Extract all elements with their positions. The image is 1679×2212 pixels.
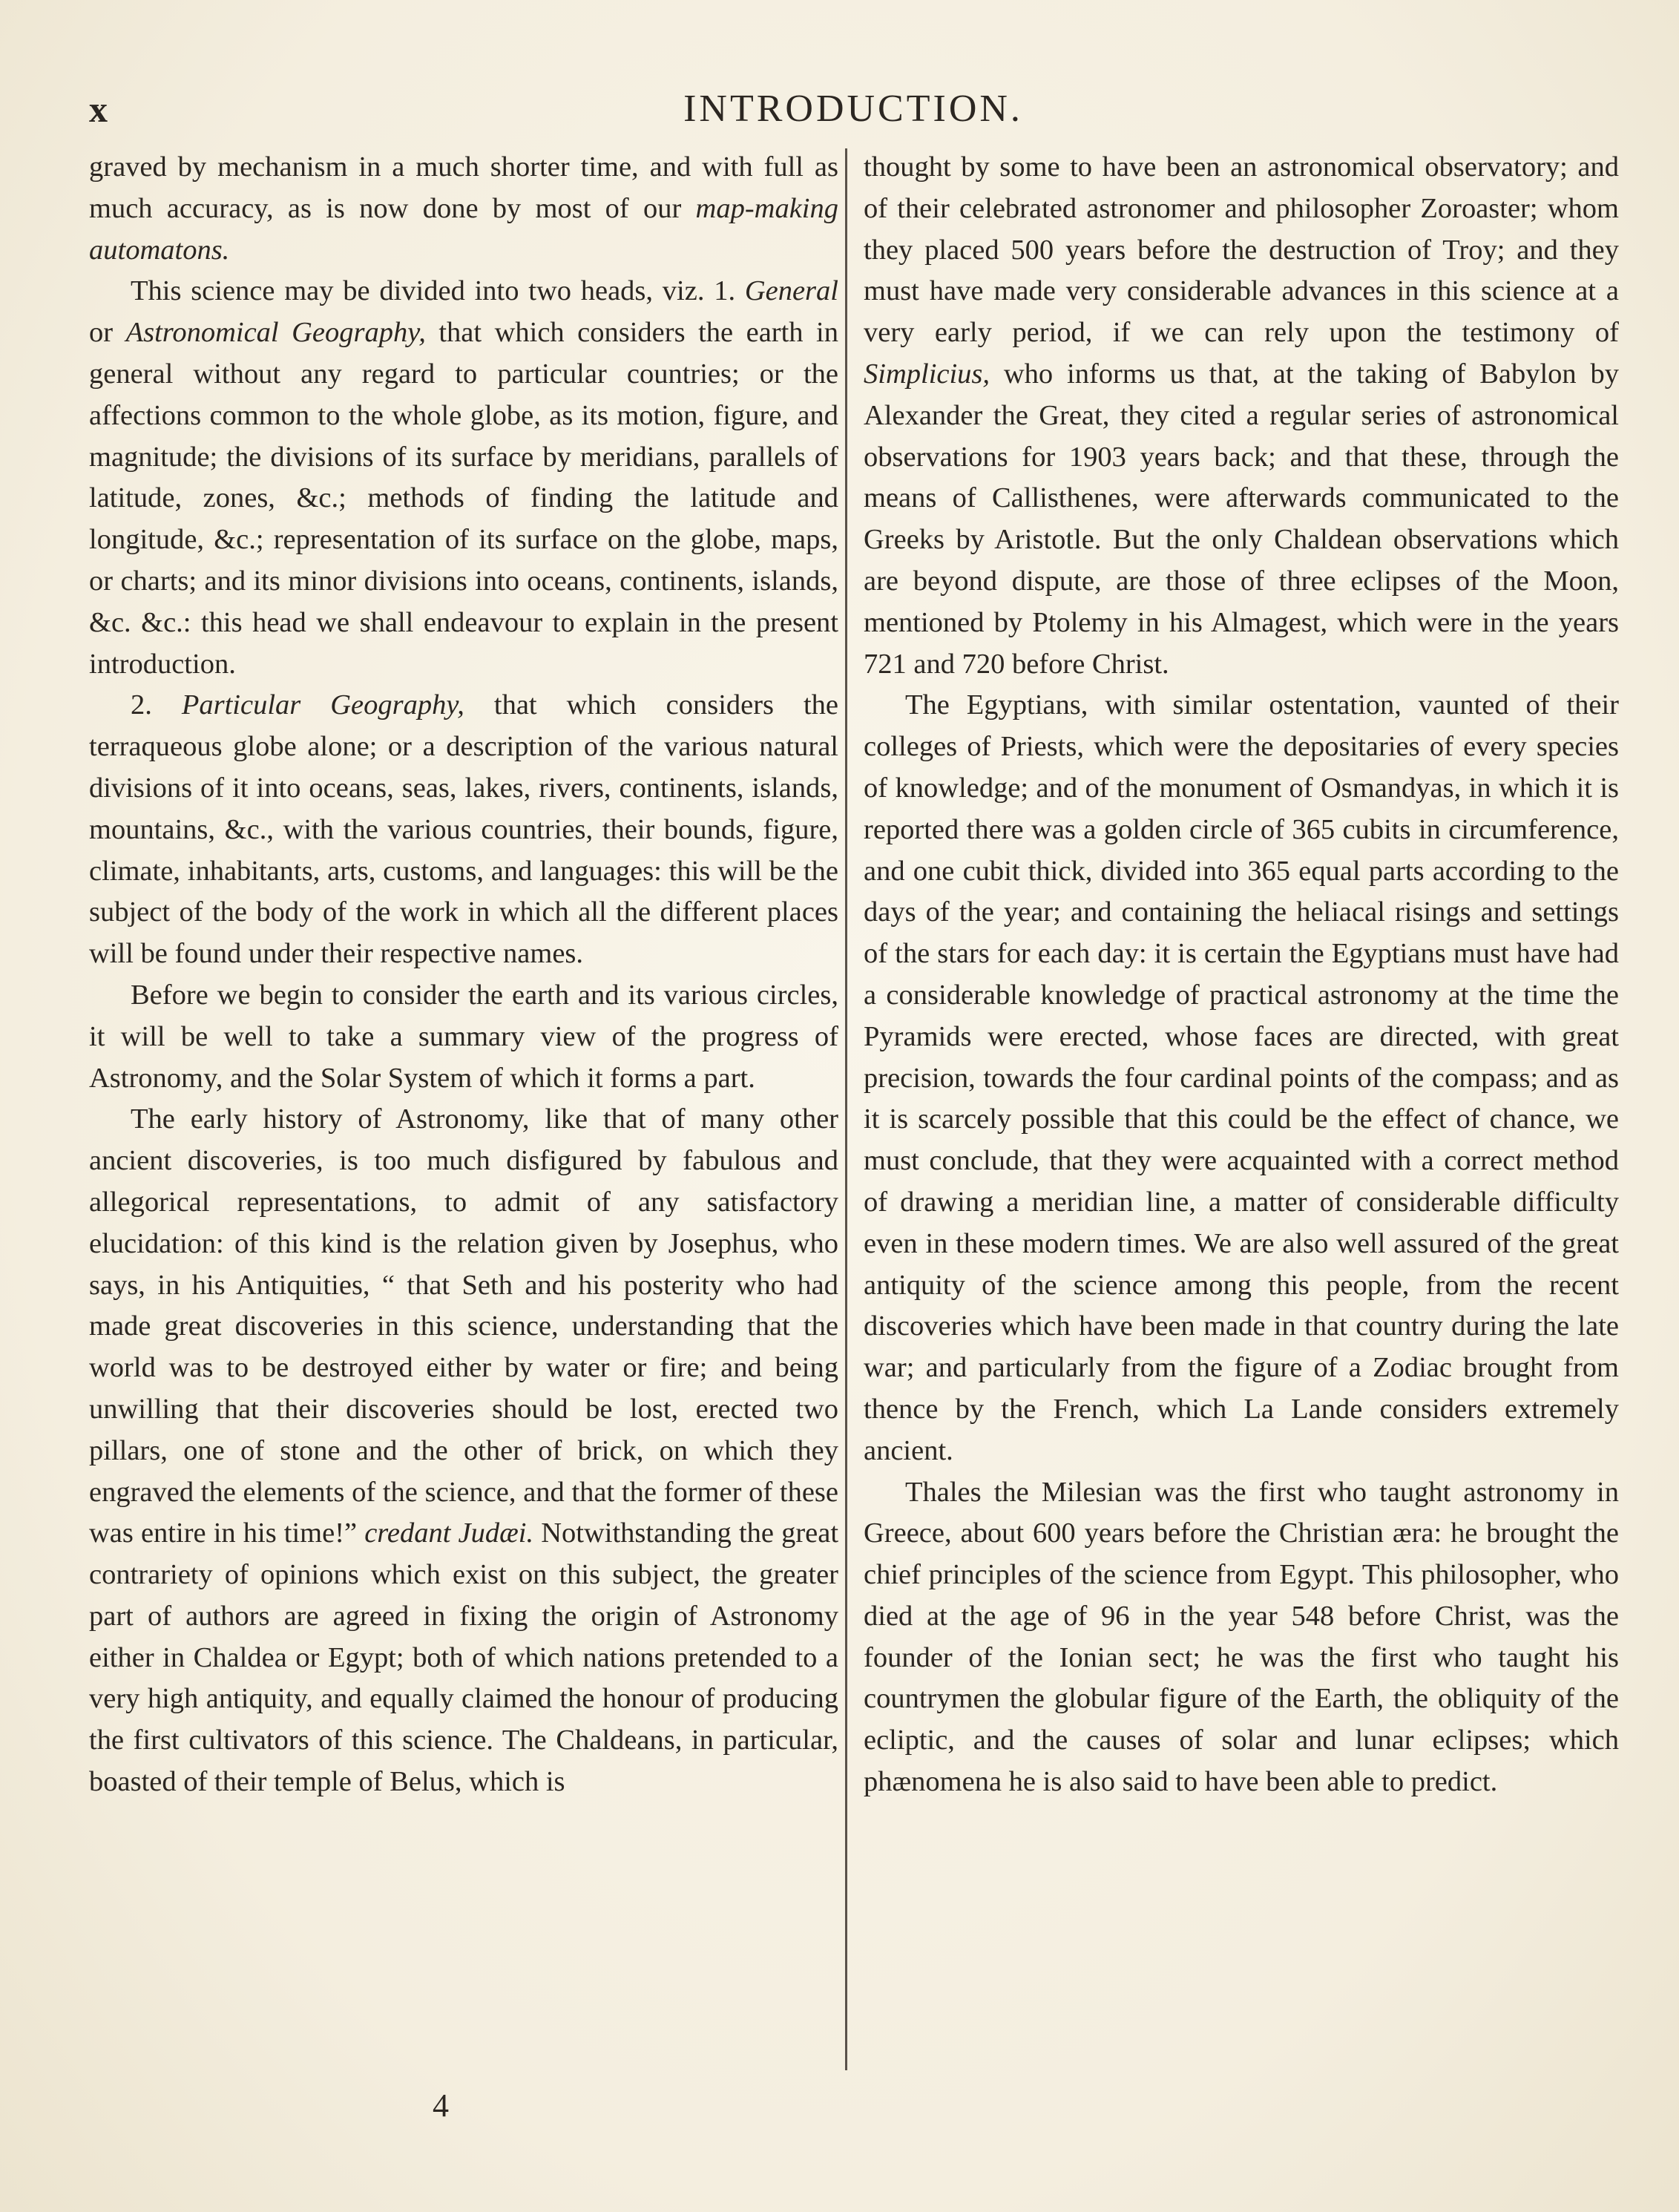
paragraph: Before we begin to consider the earth and its various circles, it will be well to take a summary view of the progress of Astronomy, and the Solar System of which it forms a part. [89,979,838,1094]
paragraph: graved by mechanism in a much shorter time, and with full as much accuracy, as is now done by most of our map-making automatons. [89,151,838,266]
paragraph: This science may be divided into two heads, viz. 1. General or Astronomical Geography, that which considers the earth in general without any regard to particular countries; or the affections common to the whole globe, as its motion, figure, and magnitude; the divisions of its surface by meridians, parallels of latitude, zones, &c.; methods of finding the latitude and longitude, &c.; representation of its surface on the globe, maps, or charts; and its minor divisions into oceans, continents, islands, &c. &c.: this head we shall endeavour to explain in the present introduction. [89,275,839,680]
right-column [864,147,1619,1803]
paragraph: Thales the Milesian was the first who taught astronomy in Greece, about 600 years before the Christian æra: he brought the chief principles of the science from Egypt. This philosopher, who died at the age of 96 in the year 548 before Christ, was the founder of the Ionian sect; he was the first who taught his countrymen the globular figure of the Earth, the obliquity of the ecliptic, and the causes of solar and lunar eclipses; which phænomena he is also said to have been able to predict. [864,1476,1619,1798]
paragraph: The early history of Astronomy, like that of many other ancient discoveries, is too much disfigured by fabulous and allegorical representations, to admit of any satisfactory elucidation: of this kind is the relation given by Josephus, who says, in his Antiquities, “ that Seth and his posterity who had made great discoveries in this science, understanding that the world was to be destroyed either by water or fire; and being unwilling that their discoveries should be lost, erected two pillars, one of stone and the other of brick, on which they engraved the elements of the science, and that the former of these was entire in his time!” credant Judæi. Notwithstanding the great contrariety of opinions which exist on this subject, the greater part of authors are agreed in fixing the origin of Astronomy either in Chaldea or Egypt; both of which nations pretended to a very high antiquity, and equally claimed the honour of producing the first cultivators of this science. The Chaldeans, in particular, boasted of their temple of Belus, which is [89,1103,839,1798]
paragraph: 2. Particular Geography, that which considers the terraqueous globe alone; or a description of the various natural divisions of it into oceans, seas, lakes, rivers, continents, islands, mountains, &c., with the various countries, their bounds, figure, climate, inhabitants, arts, customs, and languages: this will be the subject of the body of the work in which all the different places will be found under their respective names. [89,689,839,970]
running-title: INTRODUCTION. [683,88,1023,130]
page-number: x [89,88,108,130]
left-column [89,147,838,1803]
page-header [89,83,1617,142]
paragraph: thought by some to have been an astronomical observatory; and of their celebrated astronomer and philosopher Zoroaster; whom they placed 500 years before the destruction of Troy; and they must have made very considerable advances in this science at a very early period, if we can rely upon the testimony of Simplicius, who informs us that, at the taking of Babylon by Alexander the Great, they cited a regular series of astronomical observations for 1903 years back; and that these, through the means of Callisthenes, were afterwards communicated to the Greeks by Aristotle. But the only Chaldean observations which are beyond dispute, are those of three eclipses of the Moon, mentioned by Ptolemy in his Almagest, which were in the years 721 and 720 before Christ. [864,151,1619,680]
paragraph: The Egyptians, with similar ostentation, vaunted of their colleges of Priests, which were the depositaries of every species of knowledge; and of the monument of Osmandyas, in which it is reported there was a golden circle of 365 cubits in circumference, and one cubit thick, divided into 365 equal parts according to the days of the year; and containing the heliacal risings and settings of the stars for each day: it is certain the Egyptians must have had a considerable knowledge of practical astronomy at the time the Pyramids were erected, whose faces are directed, with great precision, towards the four cardinal points of the compass; and as it is scarcely possible that this could be the effect of chance, we must conclude, that they were acquainted with a correct method of drawing a meridian line, a matter of considerable difficulty even in these modern times. We are also well assured of the great antiquity of the science among this people, from the recent discoveries which have been made in that country during the late war; and particularly from the figure of a Zodiac brought from thence by the French, which La Lande considers extremely ancient. [864,689,1619,1466]
signature-mark: 4 [433,2087,449,2124]
column-divider [845,148,847,2070]
